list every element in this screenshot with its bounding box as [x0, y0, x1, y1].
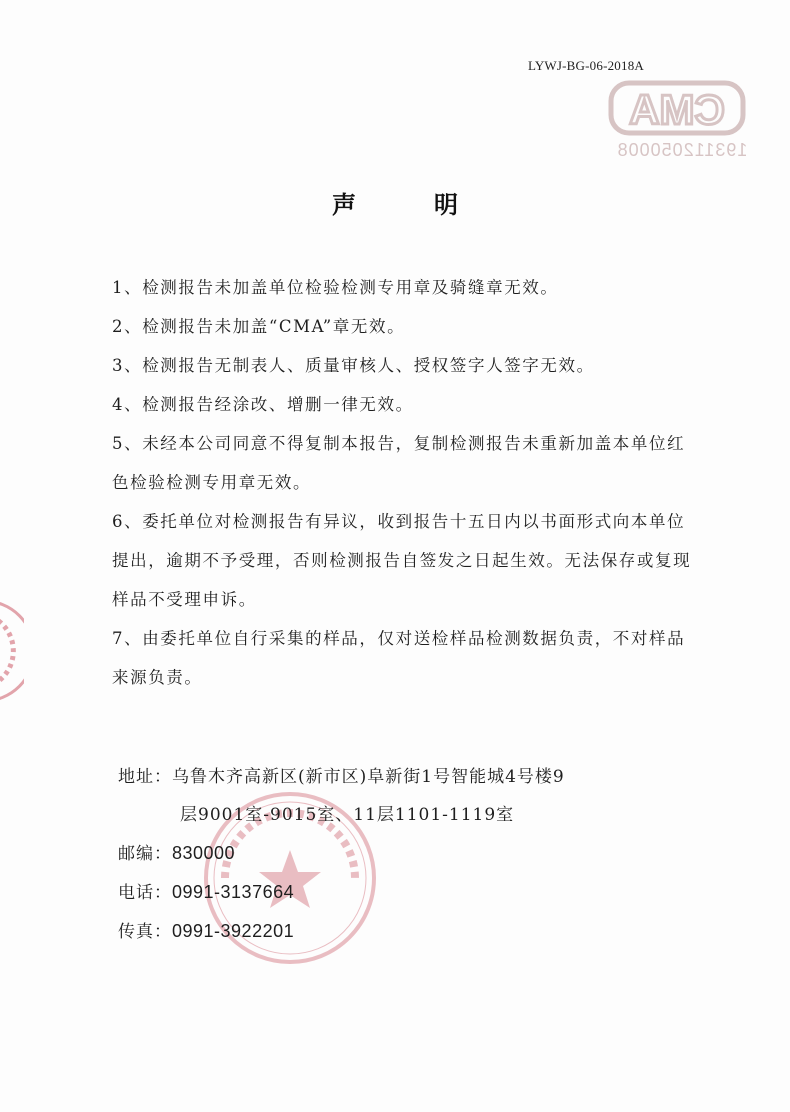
fax-label: 传真：	[118, 922, 172, 942]
phone-value: 0991-3137664	[172, 882, 295, 902]
statement-item: 4、检测报告经涂改、增删一律无效。	[112, 395, 414, 414]
phone-label: 电话：	[118, 883, 172, 903]
statement-item: 3、检测报告无制表人、质量审核人、授权签字人签字无效。	[112, 356, 595, 375]
address-row-2	[118, 796, 698, 834]
fax-value: 0991-3922201	[172, 921, 295, 941]
document-code: LYWJ-BG-06-2018A	[528, 58, 644, 73]
statement-list	[112, 268, 692, 697]
statement-item: 2、检测报告未加盖“CMA”章无效。	[112, 317, 406, 336]
address-row	[118, 758, 698, 796]
statement-item: 1、检测报告未加盖单位检验检测专用章及骑缝章无效。	[112, 278, 559, 297]
cma-logo-icon	[608, 80, 746, 136]
address-label: 地址：	[118, 767, 172, 787]
postcode-label: 邮编：	[118, 844, 172, 864]
address-line-1: 乌鲁木齐高新区(新市区)阜新街1号智能城4号楼9	[172, 767, 565, 787]
postcode-row	[118, 834, 698, 873]
page-title: 声明	[332, 190, 536, 219]
cma-number: 193112050008	[616, 140, 748, 160]
statement-item: 6、委托单位对检测报告有异议，收到报告十五日内以书面形式向本单位提出，逾期不予受理，否则检测报告自签发之日起生效。无法保存或复现样品不受理申诉。	[112, 512, 692, 609]
svg-text:CMA: CMA	[629, 86, 725, 133]
seam-seal-icon	[0, 596, 24, 706]
phone-row	[118, 873, 698, 912]
address-line-2: 层9001室-9015室、11层1101-1119室	[180, 805, 515, 825]
statement-item: 7、由委托单位自行采集的样品，仅对送检样品检测数据负责，不对样品来源负责。	[112, 629, 686, 687]
fax-row	[118, 912, 698, 951]
cma-stamp	[598, 78, 758, 178]
contact-info	[118, 758, 698, 951]
statement-item: 5、未经本公司同意不得复制本报告，复制检测报告未重新加盖本单位红色检验检测专用章无效。	[112, 434, 686, 492]
postcode-value: 830000	[172, 843, 236, 863]
